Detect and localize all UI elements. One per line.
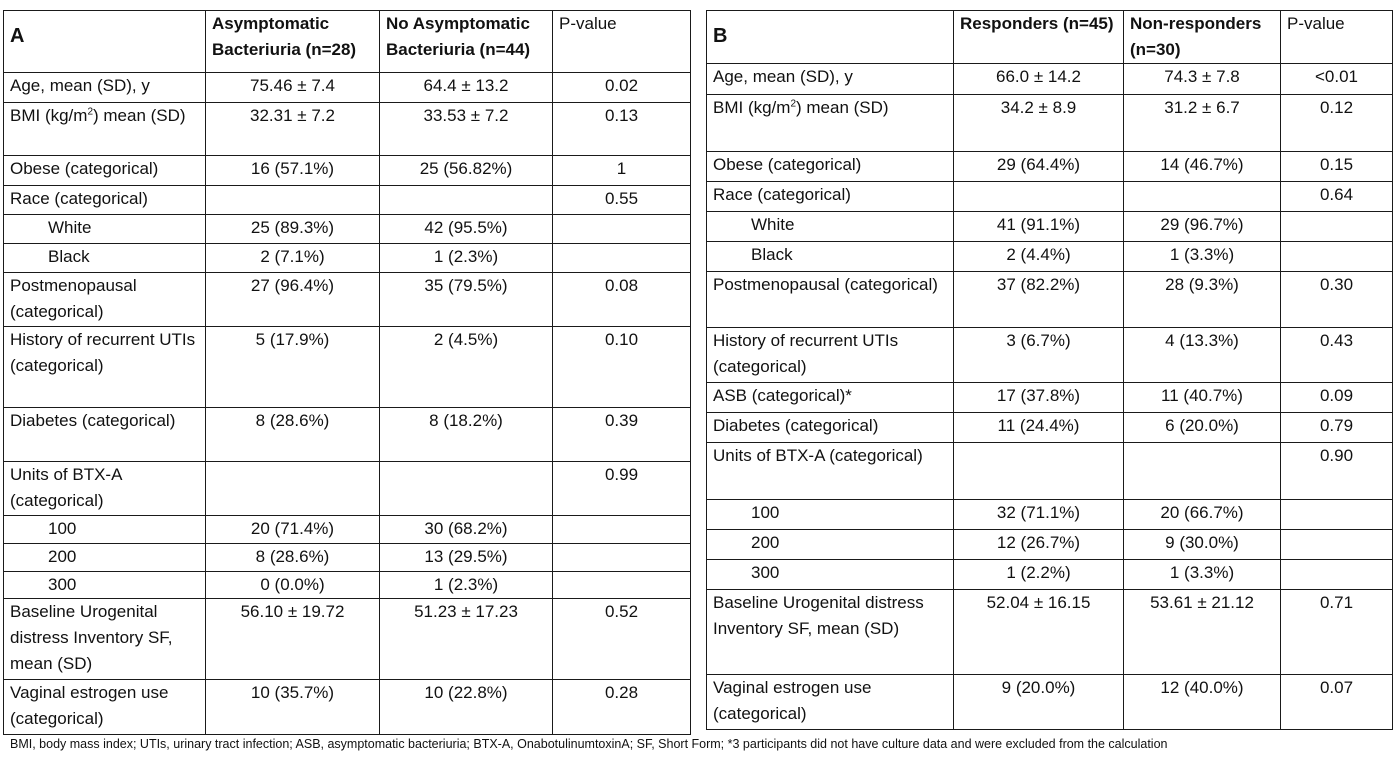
cell-value: 2 (4.4%) [954,242,1124,272]
table-a-header-row [4,11,691,73]
cell-value: 29 (64.4%) [954,152,1124,182]
cell-value: 52.04 ± 16.15 [954,590,1124,675]
cell-pvalue [1281,212,1393,242]
table-b [706,10,1393,730]
row-label: Vaginal estrogen use (categorical) [4,680,206,735]
table-row [4,572,691,599]
cell-pvalue [553,572,691,599]
cell-pvalue: 0.30 [1281,272,1393,328]
cell-value: 42 (95.5%) [380,215,553,244]
row-label: Black [707,242,954,272]
row-label: 100 [707,500,954,530]
cell-value: 5 (17.9%) [206,327,380,408]
cell-pvalue: 0.28 [553,680,691,735]
cell-value: 12 (26.7%) [954,530,1124,560]
table-a-label: A [4,11,206,73]
cell-value [954,182,1124,212]
cell-value: 8 (18.2%) [380,408,553,462]
table-row [4,516,691,544]
row-label: Baseline Urogenital distress Inventory SF, mean (SD) [4,599,206,680]
cell-pvalue: 0.99 [553,462,691,516]
row-label: 100 [4,516,206,544]
cell-value [1124,443,1281,500]
cell-pvalue [1281,500,1393,530]
cell-pvalue [1281,530,1393,560]
cell-value: 13 (29.5%) [380,544,553,572]
cell-value: 1 (2.2%) [954,560,1124,590]
table-row [4,408,691,462]
cell-value: 17 (37.8%) [954,383,1124,413]
table-row [707,413,1393,443]
cell-pvalue [1281,242,1393,272]
table-row [707,328,1393,383]
table-row [707,675,1393,730]
row-label: 200 [707,530,954,560]
cell-pvalue: 0.08 [553,273,691,327]
row-label: 200 [4,544,206,572]
table-a-header-no-asb: No Asymptomatic Bacteriuria (n=44) [380,11,553,73]
table-row [4,73,691,103]
cell-pvalue: 0.43 [1281,328,1393,383]
row-label: History of recurrent UTIs (categorical) [707,328,954,383]
row-label: Diabetes (categorical) [4,408,206,462]
cell-value: 14 (46.7%) [1124,152,1281,182]
row-label: BMI $(kg/m^2)$ mean (SD) [4,103,206,156]
cell-value: 51.23 ± 17.23 [380,599,553,680]
cell-pvalue [553,244,691,273]
cell-value [380,462,553,516]
row-label: Vaginal estrogen use (categorical) [707,675,954,730]
cell-value: 11 (40.7%) [1124,383,1281,413]
row-label: 300 [4,572,206,599]
row-label: Age, mean (SD), y [707,64,954,95]
row-label: History of recurrent UTIs (categorical) [4,327,206,408]
table-row [4,103,691,156]
cell-value: 20 (71.4%) [206,516,380,544]
table-row [707,530,1393,560]
cell-pvalue: 0.02 [553,73,691,103]
cell-value: 28 (9.3%) [1124,272,1281,328]
cell-value: 56.10 ± 19.72 [206,599,380,680]
table-row [4,680,691,735]
table-a-header-pvalue: P-value [553,11,691,73]
cell-value: 11 (24.4%) [954,413,1124,443]
cell-value: 41 (91.1%) [954,212,1124,242]
row-label: Postmenopausal (categorical) [4,273,206,327]
table-row [4,244,691,273]
cell-value [1124,182,1281,212]
table-row [707,383,1393,413]
row-label: Diabetes (categorical) [707,413,954,443]
cell-value: 8 (28.6%) [206,408,380,462]
cell-value: 32.31 ± 7.2 [206,103,380,156]
cell-value: 20 (66.7%) [1124,500,1281,530]
cell-value: 66.0 ± 14.2 [954,64,1124,95]
cell-value [206,462,380,516]
cell-value: 64.4 ± 13.2 [380,73,553,103]
cell-value: 25 (89.3%) [206,215,380,244]
cell-value: 32 (71.1%) [954,500,1124,530]
cell-value: 53.61 ± 21.12 [1124,590,1281,675]
cell-value: 35 (79.5%) [380,273,553,327]
cell-value: 3 (6.7%) [954,328,1124,383]
cell-value: 27 (96.4%) [206,273,380,327]
cell-pvalue: 0.07 [1281,675,1393,730]
cell-value: 30 (68.2%) [380,516,553,544]
row-label: Obese (categorical) [707,152,954,182]
cell-pvalue [553,215,691,244]
cell-value: 33.53 ± 7.2 [380,103,553,156]
table-row [4,215,691,244]
cell-value: 0 (0.0%) [206,572,380,599]
table-a-header-asb: Asymptomatic Bacteriuria (n=28) [206,11,380,73]
row-label: White [707,212,954,242]
row-label: Age, mean (SD), y [4,73,206,103]
table-row [707,443,1393,500]
row-label: White [4,215,206,244]
cell-value: 2 (7.1%) [206,244,380,273]
table-row [4,599,691,680]
table-row [4,186,691,215]
cell-pvalue: 0.09 [1281,383,1393,413]
table-row [4,273,691,327]
table-row [707,590,1393,675]
cell-value: 4 (13.3%) [1124,328,1281,383]
row-label: Postmenopausal (categorical) [707,272,954,328]
cell-pvalue: 0.64 [1281,182,1393,212]
row-label: Units of BTX-A (categorical) [707,443,954,500]
table-row [707,95,1393,152]
cell-pvalue: <0.01 [1281,64,1393,95]
cell-value: 8 (28.6%) [206,544,380,572]
cell-value: 37 (82.2%) [954,272,1124,328]
table-row [707,212,1393,242]
table-row [707,182,1393,212]
row-label: 300 [707,560,954,590]
cell-pvalue: 0.15 [1281,152,1393,182]
table-b-header-pvalue: P-value [1281,11,1393,64]
cell-value: 1 (3.3%) [1124,242,1281,272]
cell-value: 1 (3.3%) [1124,560,1281,590]
row-label: ASB (categorical)* [707,383,954,413]
cell-pvalue: 0.52 [553,599,691,680]
row-label: BMI $(kg/m^2)$ mean (SD) [707,95,954,152]
cell-value: 31.2 ± 6.7 [1124,95,1281,152]
cell-value: 16 (57.1%) [206,156,380,186]
cell-pvalue: 0.55 [553,186,691,215]
cell-value: 10 (22.8%) [380,680,553,735]
cell-value: 2 (4.5%) [380,327,553,408]
cell-value: 12 (40.0%) [1124,675,1281,730]
cell-pvalue: 1 [553,156,691,186]
table-b-header-responders: Responders (n=45) [954,11,1124,64]
row-label: Baseline Urogenital distress Inventory SF, mean (SD) [707,590,954,675]
cell-value: 6 (20.0%) [1124,413,1281,443]
cell-pvalue: 0.12 [1281,95,1393,152]
footnote: BMI, body mass index; UTIs, urinary tract infection; ASB, asymptomatic bacteriuria; BTX-A, OnabotulinumtoxinA; SF, Short Form; *3 participants did not have culture data and were excluded from the calculation [10,737,1168,751]
cell-pvalue: 0.90 [1281,443,1393,500]
row-label: Black [4,244,206,273]
cell-value [380,186,553,215]
table-b-header-row [707,11,1393,64]
table-row [4,544,691,572]
cell-value: 34.2 ± 8.9 [954,95,1124,152]
cell-pvalue: 0.71 [1281,590,1393,675]
cell-value: 1 (2.3%) [380,244,553,273]
table-row [4,327,691,408]
table-row [4,156,691,186]
table-a [3,10,691,735]
cell-pvalue [553,516,691,544]
table-row [707,242,1393,272]
row-label: Race (categorical) [707,182,954,212]
table-row [707,64,1393,95]
cell-value: 29 (96.7%) [1124,212,1281,242]
table-row [4,462,691,516]
table-row [707,152,1393,182]
row-label: Obese (categorical) [4,156,206,186]
cell-pvalue [553,544,691,572]
cell-value: 10 (35.7%) [206,680,380,735]
cell-value: 1 (2.3%) [380,572,553,599]
cell-pvalue: 0.13 [553,103,691,156]
cell-value: 75.46 ± 7.4 [206,73,380,103]
table-b-label: B [707,11,954,64]
table-row [707,272,1393,328]
cell-value [954,443,1124,500]
table-row [707,560,1393,590]
table-row [707,500,1393,530]
cell-pvalue: 0.79 [1281,413,1393,443]
cell-value: 9 (20.0%) [954,675,1124,730]
cell-value: 74.3 ± 7.8 [1124,64,1281,95]
row-label: Race (categorical) [4,186,206,215]
row-label: Units of BTX-A (categorical) [4,462,206,516]
cell-pvalue [1281,560,1393,590]
cell-value: 9 (30.0%) [1124,530,1281,560]
cell-value [206,186,380,215]
cell-value: 25 (56.82%) [380,156,553,186]
cell-pvalue: 0.39 [553,408,691,462]
cell-pvalue: 0.10 [553,327,691,408]
table-b-header-nonresponders: Non-responders (n=30) [1124,11,1281,64]
